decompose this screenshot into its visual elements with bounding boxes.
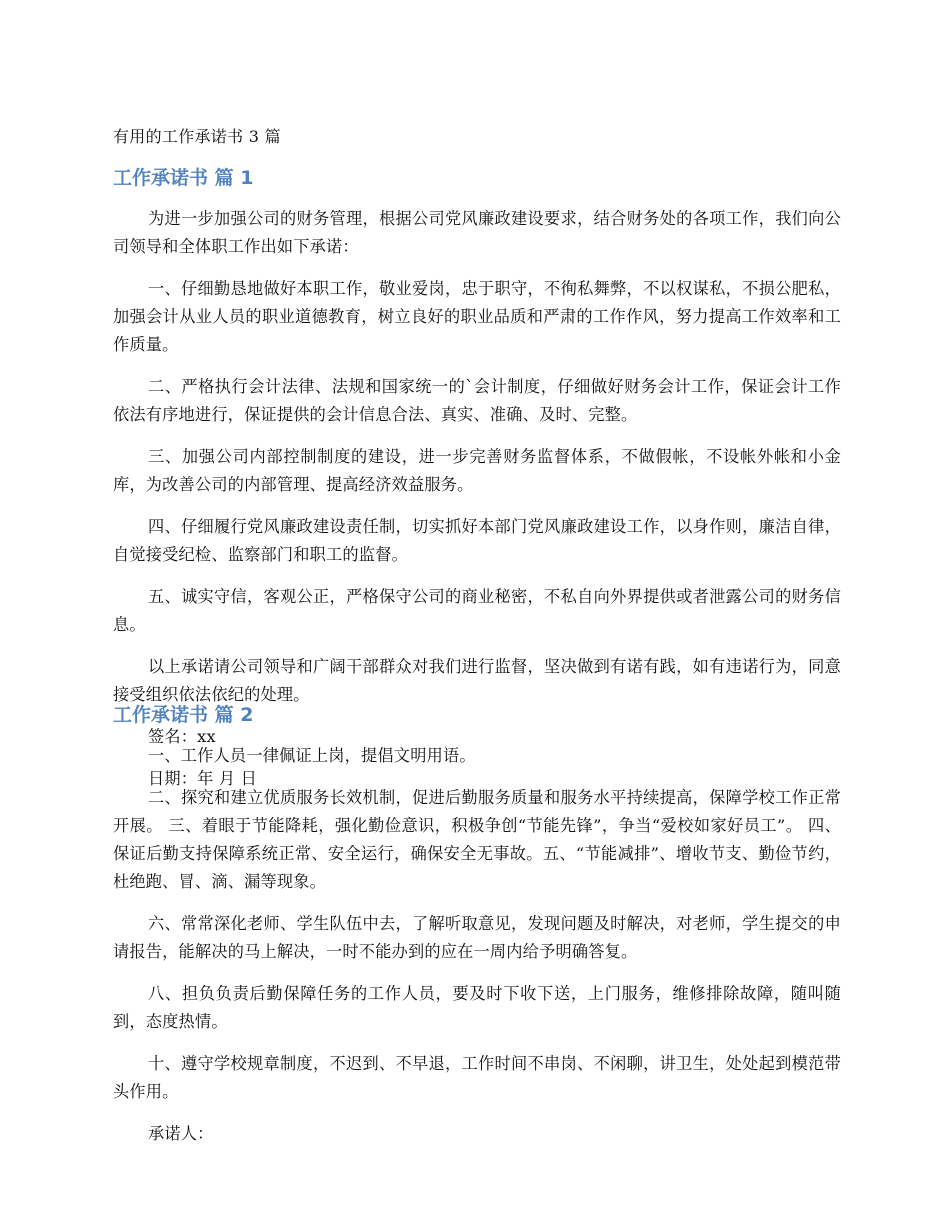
date-line: 日期：年 月 日 — [148, 769, 258, 788]
paragraph: 二、严格执行会计法律、法规和国家统一的`会计制度，仔细做好财务会计工作，保证会计工作依法有序地进行，保证提供的会计信息合法、真实、准确、及时、完整。 — [113, 377, 841, 424]
paragraph: 六、常常深化老师、学生队伍中去，了解听取意见，发现问题及时解决，对老师，学生提交的申请报告，能解决的马上解决，一时不能办到的应在一周内给予明确答复。 — [113, 914, 841, 961]
paragraph: 三、加强公司内部控制制度的建设，进一步完善财务监督体系，不做假帐，不设帐外帐和小金库，为改善公司的内部管理、提高经济效益服务。 — [113, 447, 841, 494]
signature-line: 签名：xx — [148, 727, 216, 746]
paragraph: 八、担负负责后勤保障任务的工作人员，要及时下收下送，上门服务，维修排除故障，随叫随到，态度热情。 — [113, 984, 841, 1031]
paragraph: 五、诚实守信，客观公正，严格保守公司的商业秘密，不私自向外界提供或者泄露公司的财务信息。 — [113, 587, 841, 634]
paragraph: 十、遵守学校规章制度，不迟到、不早退，工作时间不串岗、不闲聊，讲卫生，处处起到模范带头作用。 — [113, 1054, 841, 1101]
signatory-line: 承诺人： — [148, 1124, 214, 1143]
section-heading-1: 工作承诺书 篇 1 — [113, 167, 254, 189]
document-title: 有用的工作承诺书 3 篇 — [113, 127, 281, 146]
paragraph: 一、仔细勤恳地做好本职工作，敬业爱岗，忠于职守，不徇私舞弊，不以权谋私，不损公肥私，加强会计从业人员的职业道德教育，树立良好的职业品质和严肃的工作作风，努力提高工作效率和工作质量。 — [113, 279, 841, 354]
paragraph: 以上承诺请公司领导和广阔干部群众对我们进行监督，坚决做到有诺有践，如有违诺行为，同意接受组织依法依纪的处理。 — [113, 657, 841, 704]
paragraph: 四、仔细履行党风廉政建设责任制，切实抓好本部门党风廉政建设工作，以身作则，廉洁自律，自觉接受纪检、监察部门和职工的监督。 — [113, 517, 841, 564]
paragraph: 一、工作人员一律佩证上岗，提倡文明用语。 — [148, 746, 476, 765]
section-heading-2: 工作承诺书 篇 2 — [113, 704, 254, 726]
paragraph: 为进一步加强公司的财务管理，根据公司党风廉政建设要求，结合财务处的各项工作，我们向公司领导和全体职工作出如下承诺： — [113, 209, 841, 256]
section-2-body — [113, 742, 841, 1162]
paragraph: 二、探究和建立优质服务长效机制，促进后勤服务质量和服务水平持续提高，保障学校工作正常开展。 三、着眼于节能降耗，强化勤俭意识，积极争创“节能先锋”，争当“爱校如家好员工”。 四、保证后勤支持保障系统正常、安全运行，确保安全无事故。五、“节能减排”、增收节支、勤俭节约，杜绝跑、冒、滴、漏等现象。 — [113, 788, 841, 891]
